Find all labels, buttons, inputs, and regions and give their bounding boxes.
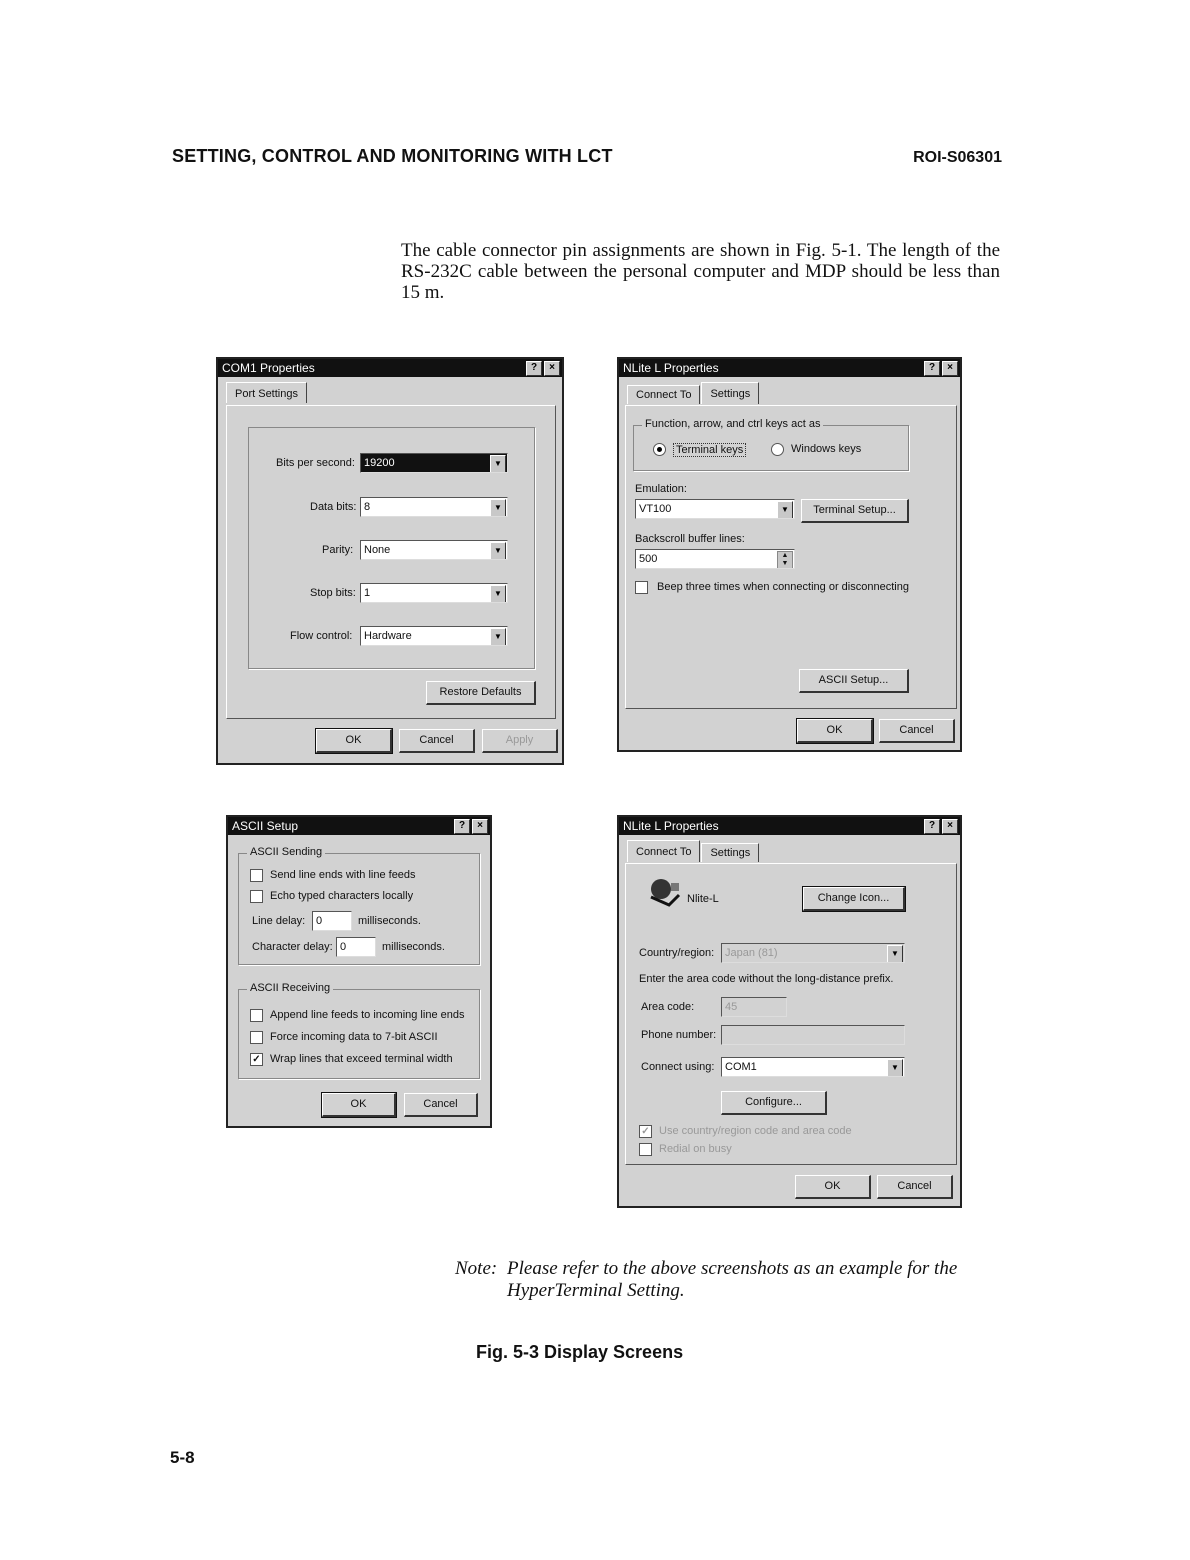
connect-properties-dialog: [617, 815, 962, 1208]
chevron-down-icon[interactable]: ▼: [490, 585, 506, 603]
wrap-label: Wrap lines that exceed terminal width: [270, 1053, 453, 1065]
cancel-button[interactable]: Cancel: [399, 729, 475, 753]
page-number: 5-8: [170, 1448, 195, 1467]
phone-connection-icon: [647, 877, 683, 907]
windows-keys-radio[interactable]: [771, 443, 784, 456]
ok-button[interactable]: OK: [322, 1093, 396, 1117]
milliseconds-label: milliseconds.: [382, 941, 445, 953]
area-code-value: 45: [725, 1001, 738, 1013]
keys-group-label: Function, arrow, and ctrl keys act as: [642, 418, 823, 430]
wrap-checkbox[interactable]: ✓: [250, 1053, 263, 1066]
close-icon[interactable]: ×: [942, 819, 958, 834]
use-country-checkbox[interactable]: ✓: [639, 1125, 652, 1138]
append-checkbox[interactable]: [250, 1009, 263, 1022]
connect-using-select[interactable]: [721, 1057, 905, 1077]
bits-per-second-select[interactable]: [360, 453, 508, 473]
note-line-1: Please refer to the above screenshots as an example for the: [507, 1258, 958, 1279]
terminal-keys-label: Terminal keys: [673, 443, 746, 457]
close-icon[interactable]: ×: [472, 819, 488, 834]
ascii-setup-dialog: [226, 815, 492, 1128]
note-line-2: HyperTerminal Setting.: [507, 1280, 685, 1301]
force-label: Force incoming data to 7-bit ASCII: [270, 1031, 438, 1043]
ok-button[interactable]: OK: [797, 719, 873, 743]
echo-checkbox[interactable]: [250, 890, 263, 903]
parity-select[interactable]: [360, 540, 508, 560]
terminal-keys-radio[interactable]: [653, 443, 666, 456]
bits-per-second-label: Bits per second:: [276, 457, 355, 469]
stop-bits-select[interactable]: [360, 583, 508, 603]
connect-using-label: Connect using:: [641, 1061, 715, 1073]
use-country-label: Use country/region code and area code: [659, 1125, 852, 1137]
emulation-select[interactable]: [635, 499, 795, 519]
chevron-down-icon[interactable]: ▼: [887, 945, 903, 963]
cancel-button[interactable]: Cancel: [877, 1175, 953, 1199]
figure-caption: Fig. 5-3 Display Screens: [476, 1342, 684, 1362]
line-delay-input[interactable]: [312, 911, 352, 931]
apply-button[interactable]: Apply: [482, 729, 558, 753]
country-label: Country/region:: [639, 947, 715, 959]
title-bar: [228, 817, 490, 835]
flow-control-value: Hardware: [364, 630, 412, 642]
area-code-instruction: Enter the area code without the long-distance prefix.: [639, 973, 894, 985]
data-bits-select[interactable]: [360, 497, 508, 517]
area-code-label: Area code:: [641, 1001, 695, 1013]
ok-button[interactable]: OK: [795, 1175, 871, 1199]
line-delay-value: 0: [316, 915, 323, 927]
tab-settings[interactable]: Settings: [701, 843, 759, 862]
restore-defaults-button[interactable]: Restore Defaults: [426, 681, 536, 705]
force-checkbox[interactable]: [250, 1031, 263, 1044]
stop-bits-label: Stop bits:: [310, 587, 356, 599]
redial-checkbox[interactable]: [639, 1143, 652, 1156]
chevron-down-icon[interactable]: ▼: [777, 501, 793, 519]
com1-properties-dialog: [216, 357, 564, 765]
flow-control-label: Flow control:: [290, 630, 353, 642]
stop-bits-value: 1: [364, 587, 371, 599]
document-number: ROI-S06301: [913, 149, 1002, 166]
phone-number-label: Phone number:: [641, 1029, 717, 1041]
data-bits-label: Data bits:: [310, 501, 357, 513]
chevron-down-icon[interactable]: ▼: [490, 542, 506, 560]
append-label: Append line feeds to incoming line ends: [270, 1009, 465, 1021]
close-icon[interactable]: ×: [942, 361, 958, 376]
ascii-receiving-label: ASCII Receiving: [247, 982, 333, 994]
redial-label: Redial on busy: [659, 1143, 732, 1155]
configure-button[interactable]: Configure...: [721, 1091, 827, 1115]
bits-per-second-value: 19200: [364, 457, 395, 469]
change-icon-button[interactable]: Change Icon...: [803, 887, 905, 911]
tab-port-settings[interactable]: Port Settings: [226, 382, 307, 403]
chevron-down-icon[interactable]: ▼: [490, 455, 506, 473]
send-line-checkbox[interactable]: [250, 869, 263, 882]
cancel-button[interactable]: Cancel: [404, 1093, 478, 1117]
intro-paragraph: The cable connector pin assignments are shown in Fig. 5-1. The length of the RS-232C cable between the personal computer and MDP should be less than 15 m.: [401, 240, 1000, 303]
chevron-down-icon[interactable]: ▼: [490, 628, 506, 646]
country-value: Japan (81): [725, 947, 778, 959]
settings-properties-dialog: [617, 357, 962, 752]
tab-connect-to[interactable]: Connect To: [627, 840, 700, 862]
tab-settings[interactable]: Settings: [701, 382, 759, 404]
cancel-button[interactable]: Cancel: [879, 719, 955, 743]
line-delay-label: Line delay:: [252, 915, 306, 927]
character-delay-input[interactable]: [336, 937, 376, 957]
chevron-down-icon[interactable]: ▼: [887, 1059, 903, 1077]
section-heading: SETTING, CONTROL AND MONITORING WITH LCT: [172, 146, 613, 166]
emulation-value: VT100: [639, 503, 672, 515]
parity-value: None: [364, 544, 391, 556]
tab-panel: [625, 863, 957, 1165]
beep-checkbox[interactable]: [635, 581, 648, 594]
close-icon[interactable]: ×: [544, 361, 560, 376]
phone-number-input[interactable]: [721, 1025, 905, 1045]
dialog-title: NLite L Properties: [623, 819, 719, 833]
title-bar: [218, 359, 562, 377]
data-bits-value: 8: [364, 501, 371, 513]
character-delay-label: Character delay:: [252, 941, 333, 953]
flow-control-select[interactable]: [360, 626, 508, 646]
spinner-icon[interactable]: ▲ ▼: [777, 551, 793, 569]
area-code-input[interactable]: [721, 997, 787, 1017]
backscroll-input[interactable]: [635, 549, 795, 569]
title-bar: [619, 359, 960, 377]
echo-label: Echo typed characters locally: [270, 890, 414, 902]
parity-label: Parity:: [322, 544, 354, 556]
backscroll-value: 500: [639, 553, 658, 565]
beep-label: Beep three times when connecting or disconnecting: [657, 581, 909, 593]
connection-name: Nlite-L: [687, 893, 719, 905]
send-line-label: Send line ends with line feeds: [270, 869, 416, 881]
help-icon[interactable]: ?: [924, 361, 940, 376]
tab-connect-to[interactable]: Connect To: [627, 385, 700, 404]
terminal-setup-button[interactable]: Terminal Setup...: [801, 499, 909, 523]
chevron-down-icon[interactable]: ▼: [490, 499, 506, 517]
dialog-title: ASCII Setup: [232, 819, 299, 833]
character-delay-value: 0: [340, 941, 347, 953]
note: [455, 1258, 1015, 1302]
dialog-title: COM1 Properties: [222, 361, 315, 375]
milliseconds-label: milliseconds.: [358, 915, 421, 927]
ok-button[interactable]: OK: [316, 729, 392, 753]
help-icon[interactable]: ?: [526, 361, 542, 376]
ascii-setup-button[interactable]: ASCII Setup...: [799, 669, 909, 693]
title-bar: [619, 817, 960, 835]
country-select[interactable]: [721, 943, 905, 963]
backscroll-label: Backscroll buffer lines:: [635, 533, 745, 545]
windows-keys-label: Windows keys: [791, 443, 862, 455]
note-label: Note:: [455, 1258, 498, 1279]
dialog-title: NLite L Properties: [623, 361, 719, 375]
ascii-sending-label: ASCII Sending: [247, 846, 325, 858]
help-icon[interactable]: ?: [454, 819, 470, 834]
connect-using-value: COM1: [725, 1061, 757, 1073]
help-icon[interactable]: ?: [924, 819, 940, 834]
emulation-label: Emulation:: [635, 483, 687, 495]
